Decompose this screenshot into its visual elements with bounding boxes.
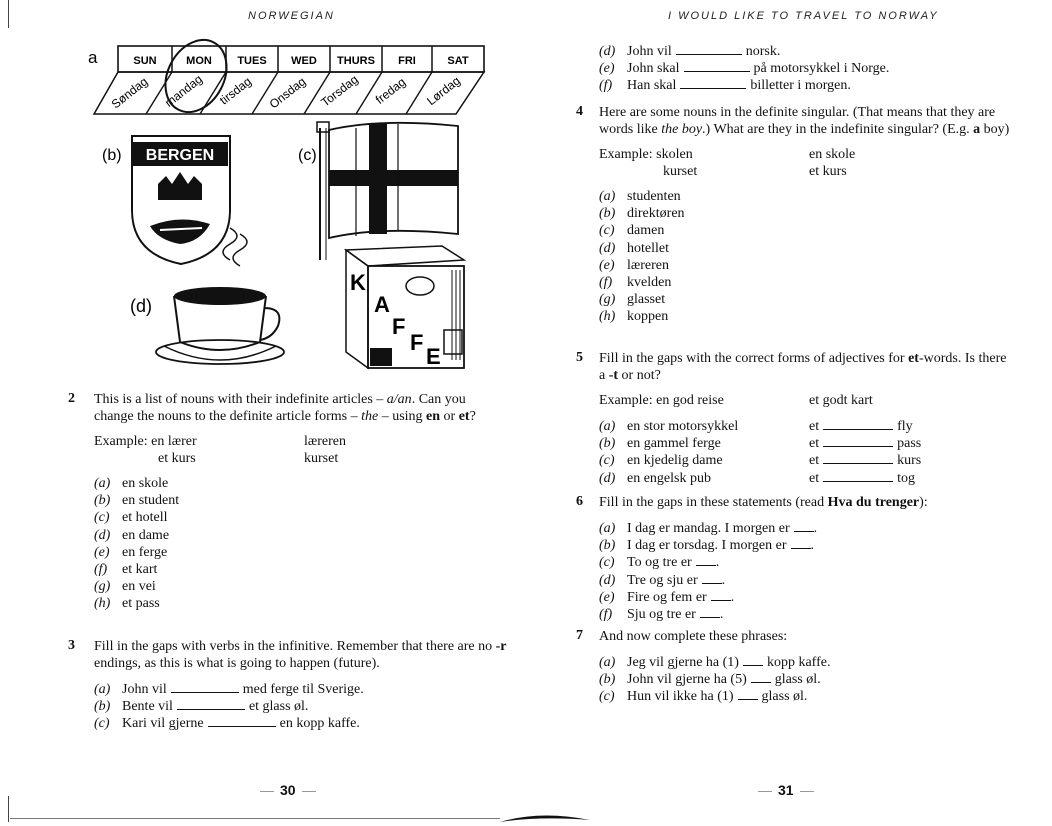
list-item xyxy=(94,492,508,509)
left-running-header: NORWEGIAN xyxy=(248,10,335,22)
answer-gap[interactable] xyxy=(177,697,245,710)
right-page-number: 31 xyxy=(752,782,820,798)
list-item xyxy=(599,536,1015,553)
item-label: (d) xyxy=(599,240,616,256)
list-item xyxy=(94,509,508,526)
item-article: et xyxy=(809,470,820,486)
left-margin-mark-top xyxy=(8,0,9,28)
list-item xyxy=(94,527,508,544)
right-running-header: I WOULD LIKE TO TRAVEL TO NORWAY xyxy=(668,10,939,22)
day-no-sondag: Søndag xyxy=(108,74,151,112)
item-text: hotellet xyxy=(627,240,669,256)
item-text: glass øl. xyxy=(761,689,808,705)
item-text: To og tre er xyxy=(627,555,692,571)
ex4-items xyxy=(599,188,1015,326)
item-text: et hotell xyxy=(122,510,168,526)
list-item xyxy=(599,257,1015,274)
item-text: et kart xyxy=(122,561,158,577)
item-label: (b) xyxy=(94,699,111,715)
ex6-intro: Fill in the gaps in these statements (read Hva du trenger): xyxy=(599,495,928,510)
item-text: John vil gjerne ha (5) xyxy=(627,672,747,688)
item-label: (d) xyxy=(599,470,616,486)
exercise-6 xyxy=(599,494,1015,622)
exercise-7 xyxy=(599,628,1015,705)
item-end: . xyxy=(719,606,724,622)
exercise-3 xyxy=(94,638,508,732)
day-en-sun: SUN xyxy=(133,55,157,67)
item-label: (a) xyxy=(599,189,616,204)
exercise-2 xyxy=(94,391,508,613)
item-text: Bente vil xyxy=(122,699,173,715)
item-label: (a) xyxy=(599,655,616,670)
list-item xyxy=(94,714,508,731)
list-item xyxy=(599,205,1015,222)
ex5-example: Example: en god reise et godt kart xyxy=(599,393,873,408)
item-text: en dame xyxy=(122,527,170,543)
item-label: (f) xyxy=(94,561,108,577)
bergen-text: BERGEN xyxy=(145,147,215,164)
ex3-items xyxy=(94,680,508,732)
illus-label-d: (d) xyxy=(130,296,152,316)
item-text: en vei xyxy=(122,579,156,595)
illustration xyxy=(80,30,500,370)
item-label: (d) xyxy=(599,572,616,588)
ex6-number: 6 xyxy=(576,494,583,509)
day-no-fredag: fredag xyxy=(372,74,409,107)
kaffe-e: E xyxy=(426,344,441,369)
item-label: (e) xyxy=(599,61,615,77)
item-label: (b) xyxy=(94,493,111,509)
item-text: en engelsk pub xyxy=(627,470,711,486)
item-label: (h) xyxy=(94,596,111,612)
item-text: glasset xyxy=(627,292,666,308)
item-text: et glass øl. xyxy=(248,699,309,715)
ex5-intro: Fill in the gaps with the correct forms of adjectives for et-words. Is there a -t or not? xyxy=(599,351,1007,383)
day-no-mandag: mandag xyxy=(162,71,205,110)
ex4-intro: Here are some nouns in the definite singular. (That means that they are words like the boy.) What are they in the indefinite singular? (E.g. a boy) xyxy=(599,105,1010,137)
item-text: direktøren xyxy=(627,206,685,222)
item-text: glass øl. xyxy=(774,672,821,688)
item-text: I dag er torsdag. I morgen er xyxy=(627,538,787,554)
list-item xyxy=(94,680,508,697)
list-item xyxy=(94,544,508,561)
item-text: kopp kaffe. xyxy=(766,655,831,670)
day-en-tues: TUES xyxy=(237,55,267,67)
list-item xyxy=(599,240,1015,257)
item-text: Han skal xyxy=(627,78,677,94)
item-text: en student xyxy=(122,493,180,509)
item-label: (c) xyxy=(599,453,615,469)
item-text: på motorsykkel i Norge. xyxy=(753,61,890,77)
ex2-number: 2 xyxy=(68,391,75,406)
ex5-items xyxy=(599,417,1015,486)
answer-gap[interactable] xyxy=(700,605,720,618)
kaffe-f1: F xyxy=(392,314,406,339)
item-label: (d) xyxy=(599,44,616,59)
item-text: koppen xyxy=(627,309,669,325)
ex4-number: 4 xyxy=(576,104,583,119)
list-item xyxy=(599,653,1015,670)
left-page-number: 30 xyxy=(254,782,322,798)
answer-gap[interactable] xyxy=(823,434,893,447)
item-label: (e) xyxy=(94,544,110,560)
answer-gap[interactable] xyxy=(696,553,716,566)
ex3-intro: Fill in the gaps with verbs in the infinitive. Remember that there are no -r endings, as this is what is going to happen (future). xyxy=(94,639,507,671)
item-label: (e) xyxy=(599,257,615,273)
day-en-wed: WED xyxy=(291,55,317,67)
ex7-number: 7 xyxy=(576,628,583,643)
day-no-tirsdag: tirsdag xyxy=(217,74,255,108)
illus-label-a: a xyxy=(88,48,98,67)
list-item xyxy=(94,475,508,492)
list-item xyxy=(599,434,1015,451)
item-label: (c) xyxy=(94,716,110,732)
illus-label-b: (b) xyxy=(102,147,122,164)
item-end: . xyxy=(730,589,735,605)
answer-gap[interactable] xyxy=(676,42,742,55)
item-text: norsk. xyxy=(745,44,781,59)
item-text: en stor motorsykkel xyxy=(627,419,739,434)
ex3-number: 3 xyxy=(68,638,75,653)
list-item xyxy=(599,42,1019,59)
list-item xyxy=(94,578,508,595)
item-label: (b) xyxy=(599,672,616,688)
item-article: et xyxy=(809,436,820,452)
list-item xyxy=(599,274,1015,291)
exercise-4 xyxy=(599,104,1015,326)
kaffe-f2: F xyxy=(410,330,424,355)
item-label: (a) xyxy=(94,476,111,491)
day-en-fri: FRI xyxy=(398,55,416,67)
list-item xyxy=(599,188,1015,205)
item-article: et xyxy=(809,453,820,469)
item-text: en skole xyxy=(122,476,169,491)
list-item xyxy=(599,291,1015,308)
item-text: John skal xyxy=(627,61,680,77)
item-noun: pass xyxy=(897,436,922,452)
item-text: billetter i morgen. xyxy=(750,78,851,94)
item-text: Kari vil gjerne xyxy=(122,716,204,732)
spine-mark xyxy=(500,806,590,826)
ex4-example: Example: skolen kurset en skole et kurs xyxy=(599,147,856,179)
ex3-cont-items xyxy=(599,42,1019,94)
item-text: et pass xyxy=(122,596,160,612)
list-item xyxy=(599,222,1015,239)
item-end: . xyxy=(715,555,720,571)
day-no-lordag: Lørdag xyxy=(424,73,463,109)
item-text: med ferge til Sverige. xyxy=(242,682,364,697)
answer-gap[interactable] xyxy=(738,687,758,700)
ex7-intro: And now complete these phrases: xyxy=(599,629,788,644)
item-text: studenten xyxy=(627,189,681,204)
item-text: Fire og fem er xyxy=(627,589,707,605)
item-text: John vil xyxy=(122,682,167,697)
item-label: (g) xyxy=(94,579,111,595)
ex2-intro: This is a list of nouns with their indefinite articles – a/an. Can you change the nouns to the definite article forms – the – using en or et? xyxy=(94,392,476,424)
item-text: læreren xyxy=(627,257,669,273)
item-label: (c) xyxy=(599,689,615,705)
item-text: kvelden xyxy=(627,274,672,290)
item-label: (b) xyxy=(599,206,616,222)
answer-gap[interactable] xyxy=(751,670,771,683)
kaffe-a: A xyxy=(374,292,390,317)
list-item xyxy=(599,59,1019,76)
item-text: I dag er mandag. I morgen er xyxy=(627,521,790,536)
exercise-3-continued xyxy=(599,42,1019,94)
item-text: en kjedelig dame xyxy=(627,453,723,469)
item-end: . xyxy=(721,572,726,588)
item-text: en kopp kaffe. xyxy=(279,716,360,732)
item-article: et xyxy=(809,419,820,434)
item-noun: tog xyxy=(897,470,915,486)
answer-gap[interactable] xyxy=(684,59,750,72)
left-margin-mark-bottom xyxy=(8,796,9,822)
item-text: Jeg vil gjerne ha (1) xyxy=(627,655,739,670)
item-label: (b) xyxy=(599,436,616,452)
answer-gap[interactable] xyxy=(823,417,893,430)
item-noun: kurs xyxy=(897,453,922,469)
item-label: (c) xyxy=(94,510,110,526)
list-item xyxy=(599,76,1019,93)
list-item xyxy=(94,595,508,612)
list-item xyxy=(599,451,1015,468)
answer-gap[interactable] xyxy=(794,519,814,532)
item-label: (a) xyxy=(599,521,616,536)
list-item xyxy=(599,469,1015,486)
exercise-5 xyxy=(599,350,1015,486)
list-item xyxy=(599,553,1015,570)
item-text: damen xyxy=(627,223,665,239)
item-label: (f) xyxy=(599,274,613,290)
item-label: (c) xyxy=(599,555,615,571)
day-en-mon: MON xyxy=(186,55,212,67)
list-item xyxy=(94,561,508,578)
item-label: (a) xyxy=(599,419,616,434)
list-item xyxy=(94,697,508,714)
item-text: en ferge xyxy=(122,544,168,560)
day-no-torsdag: Torsdag xyxy=(318,72,361,110)
item-label: (c) xyxy=(599,223,615,239)
item-text: Hun vil ikke ha (1) xyxy=(627,689,734,705)
item-text: Tre og sju er xyxy=(627,572,698,588)
list-item xyxy=(599,519,1015,536)
item-end: . xyxy=(810,538,815,554)
illus-label-c: (c) xyxy=(298,147,317,164)
answer-gap[interactable] xyxy=(702,571,722,584)
item-label: (a) xyxy=(94,682,111,697)
answer-gap[interactable] xyxy=(711,588,731,601)
ex2-items xyxy=(94,475,508,613)
list-item xyxy=(599,605,1015,622)
answer-gap[interactable] xyxy=(208,714,276,727)
day-en-thurs: THURS xyxy=(337,55,375,67)
list-item xyxy=(599,670,1015,687)
item-text: en gammel ferge xyxy=(627,436,721,452)
list-item xyxy=(599,571,1015,588)
item-noun: fly xyxy=(897,419,913,434)
item-label: (d) xyxy=(94,527,111,543)
ex5-number: 5 xyxy=(576,350,583,365)
answer-gap[interactable] xyxy=(680,76,746,89)
list-item xyxy=(599,687,1015,704)
item-label: (b) xyxy=(599,538,616,554)
item-label: (f) xyxy=(599,78,613,94)
answer-gap[interactable] xyxy=(823,451,893,464)
kaffe-k: K xyxy=(350,270,366,295)
list-item xyxy=(599,308,1015,325)
day-en-sat: SAT xyxy=(447,55,469,67)
item-label: (h) xyxy=(599,309,616,325)
ex6-items xyxy=(599,519,1015,622)
item-end: . xyxy=(813,521,818,536)
item-text: John vil xyxy=(627,44,672,59)
item-label: (g) xyxy=(599,292,616,308)
answer-gap[interactable] xyxy=(743,653,763,666)
item-label: (f) xyxy=(599,606,613,622)
list-item xyxy=(599,417,1015,434)
item-label: (e) xyxy=(599,589,615,605)
answer-gap[interactable] xyxy=(823,469,893,482)
answer-gap[interactable] xyxy=(171,680,239,693)
list-item xyxy=(599,588,1015,605)
ex7-items xyxy=(599,653,1015,705)
bottom-rule-left xyxy=(10,818,500,819)
ex2-example: Example: en lærer et kurs læreren kurset xyxy=(94,434,346,466)
answer-gap[interactable] xyxy=(791,536,811,549)
day-no-onsdag: Onsdag xyxy=(266,74,309,112)
item-text: Sju og tre er xyxy=(627,606,696,622)
